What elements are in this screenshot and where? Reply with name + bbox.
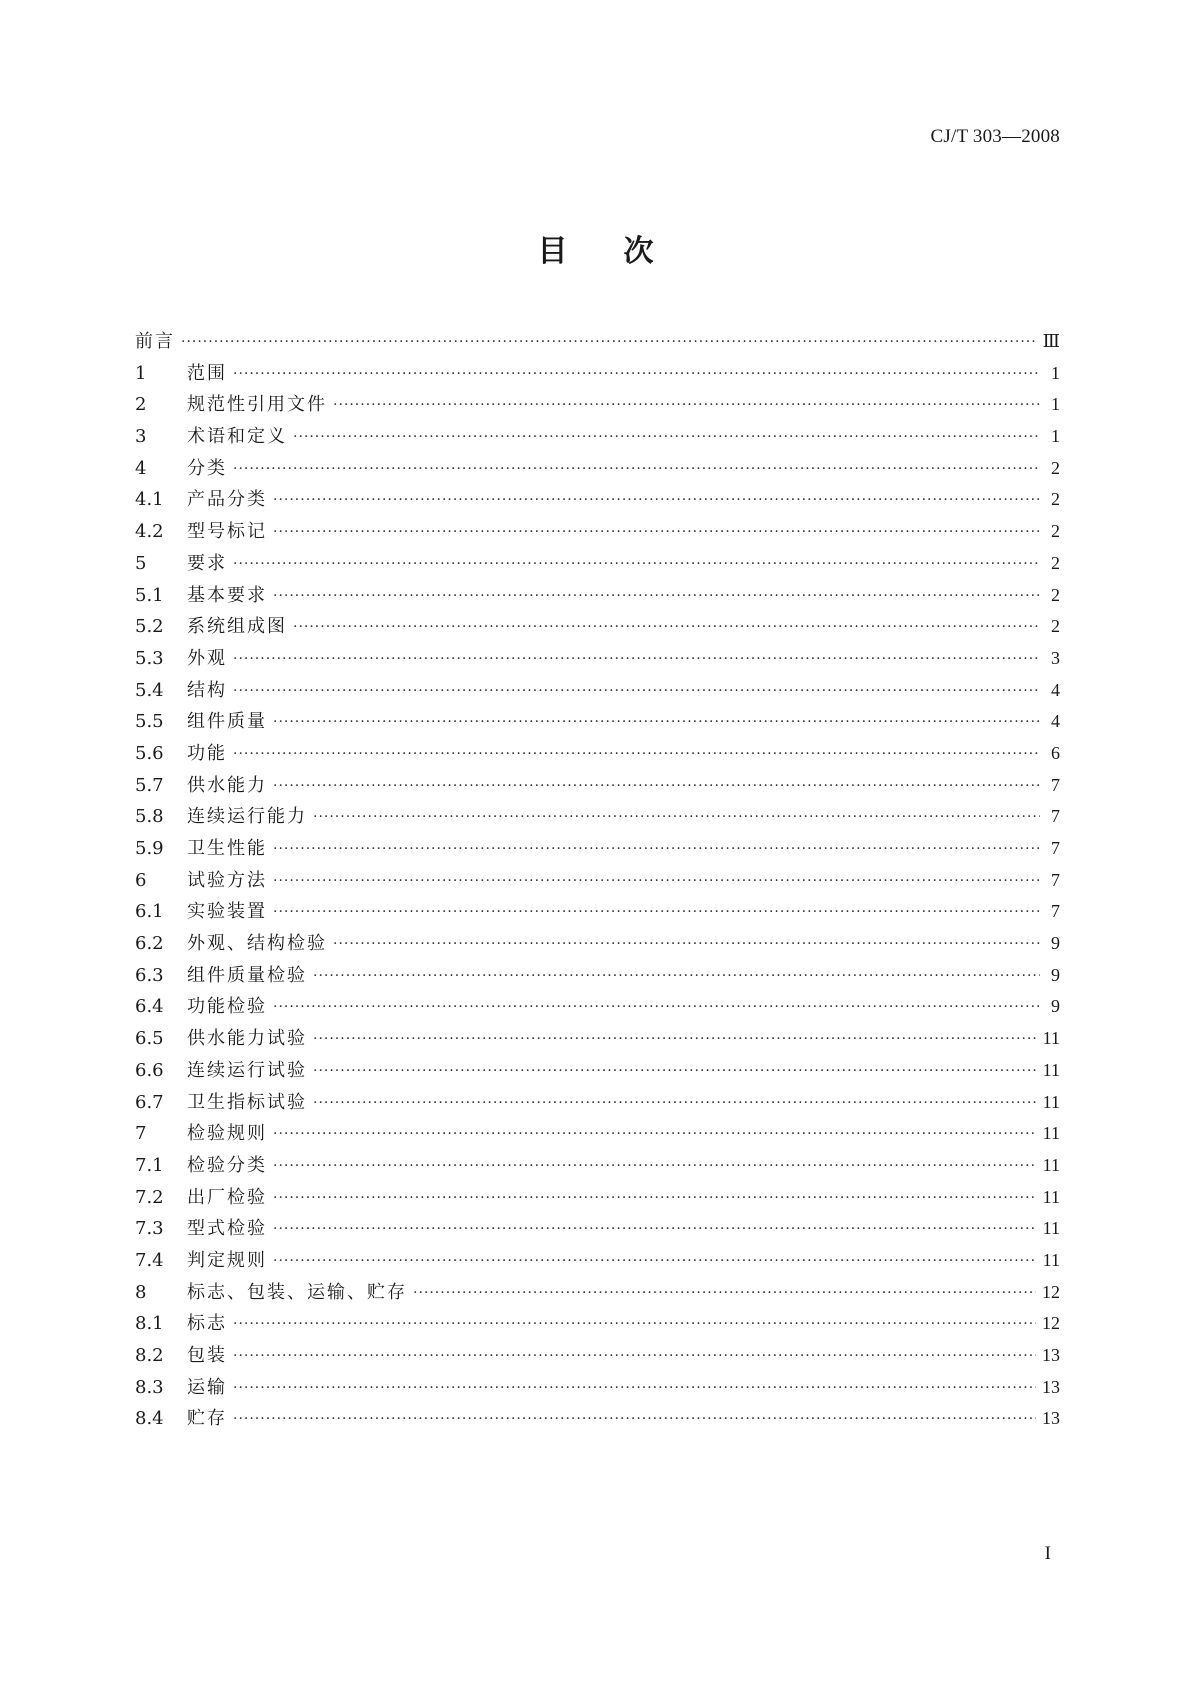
toc-entry-number: 8.4	[135, 1408, 164, 1430]
toc-entry-title: 连续运行试验	[187, 1059, 307, 1081]
toc-dot-leader	[233, 676, 1040, 708]
toc-entry[interactable]	[135, 1087, 1060, 1119]
toc-entry[interactable]	[135, 1277, 1060, 1309]
toc-entry-number: 6.3	[135, 964, 164, 986]
toc-entry-number: 2	[135, 394, 147, 416]
toc-entry-title: 规范性引用文件	[187, 394, 327, 416]
toc-entry-page: 7	[1051, 869, 1060, 890]
toc-entry-title: 贮存	[187, 1408, 227, 1430]
toc-entry-number: 7.2	[135, 1186, 164, 1208]
toc-dot-leader	[181, 327, 1037, 359]
toc-entry-number: 6.7	[135, 1091, 164, 1113]
toc-entry-number: 7.3	[135, 1218, 164, 1240]
toc-dot-leader	[273, 485, 1040, 517]
toc-entry-title: 型号标记	[187, 521, 267, 543]
toc-dot-leader	[233, 1373, 1036, 1405]
toc-dot-leader	[233, 739, 1040, 771]
toc-dot-leader	[273, 834, 1040, 866]
toc-entry-title: 供水能力	[187, 774, 267, 796]
toc-entry-number: 6.5	[135, 1028, 164, 1050]
toc-entry-page: 9	[1051, 996, 1060, 1017]
toc-entry-page: 11	[1042, 1218, 1060, 1239]
toc-entry-number: 6.4	[135, 996, 164, 1018]
toc-entry-title: 术语和定义	[187, 426, 287, 448]
toc-entry-title: 标志、包装、运输、贮存	[187, 1281, 407, 1303]
toc-entry-title: 卫生性能	[187, 838, 267, 859]
toc-dot-leader	[233, 1309, 1036, 1341]
toc-entry-title: 判定规则	[187, 1249, 267, 1271]
toc-entry[interactable]	[135, 389, 1060, 421]
toc-entry-page: 9	[1051, 964, 1060, 985]
toc-entry-number: 5.7	[135, 774, 164, 796]
toc-dot-leader	[313, 1024, 1037, 1056]
toc-entry-number: 8	[135, 1281, 147, 1303]
toc-entry[interactable]	[135, 484, 1060, 516]
toc-entry[interactable]	[135, 1118, 1060, 1150]
toc-entry-number: 8.1	[135, 1313, 164, 1335]
toc-entry-page: 13	[1042, 1408, 1060, 1429]
toc-entry[interactable]	[135, 801, 1060, 833]
toc-entry[interactable]	[135, 1150, 1060, 1182]
toc-dot-leader	[273, 1246, 1037, 1278]
toc-entry-page: 1	[1051, 426, 1060, 447]
toc-entry-title: 产品分类	[187, 489, 267, 511]
toc-dot-leader	[233, 454, 1040, 486]
toc-entry-number: 6	[135, 869, 147, 891]
toc-entry-number: 5.1	[135, 584, 164, 606]
toc-dot-leader	[273, 1183, 1037, 1215]
toc-dot-leader	[293, 422, 1040, 454]
toc-entry-page: 12	[1042, 1313, 1060, 1334]
toc-entry[interactable]	[135, 991, 1060, 1023]
toc-entry[interactable]	[135, 1182, 1060, 1214]
toc-dot-leader	[273, 517, 1040, 549]
toc-entry-title: 型式检验	[187, 1218, 267, 1240]
toc-entry[interactable]	[135, 1213, 1060, 1245]
toc-entry-page: 11	[1042, 1059, 1060, 1080]
toc-entry-page: 11	[1042, 1249, 1060, 1270]
toc-entry[interactable]	[135, 453, 1060, 485]
toc-entry-title: 检验分类	[187, 1154, 267, 1176]
toc-entry-number: 5.9	[135, 838, 164, 859]
toc-entry-page: 11	[1042, 1186, 1060, 1207]
toc-entry-page: 13	[1042, 1376, 1060, 1397]
toc-entry-title: 实验装置	[187, 901, 267, 923]
toc-entry[interactable]	[135, 1372, 1060, 1404]
toc-entry-page: 1	[1051, 362, 1060, 383]
toc-entry-title: 分类	[187, 457, 227, 479]
toc-entry[interactable]	[135, 1055, 1060, 1087]
toc-dot-leader	[413, 1278, 1036, 1310]
toc-entry-page: 7	[1051, 774, 1060, 795]
standard-number: CJ/T 303—2008	[930, 126, 1060, 147]
toc-entry-title: 组件质量检验	[187, 964, 307, 986]
toc-dot-leader	[333, 929, 1040, 961]
toc-entry[interactable]	[135, 580, 1060, 612]
toc-entry-title: 标志	[187, 1313, 227, 1335]
toc-entry[interactable]	[135, 865, 1060, 897]
toc-entry[interactable]	[135, 1308, 1060, 1340]
toc-entry-number: 5.2	[135, 616, 164, 638]
toc-entry-number: 5.5	[135, 711, 164, 733]
toc-entry[interactable]	[135, 675, 1060, 707]
toc-entry-number: 5.4	[135, 679, 164, 701]
toc-entry-title: 功能检验	[187, 996, 267, 1018]
toc-entry-number: 3	[135, 426, 147, 448]
toc-dot-leader	[273, 771, 1040, 803]
toc-entry-page: 6	[1051, 742, 1060, 763]
toc-entry-page: Ⅲ	[1042, 331, 1060, 351]
toc-entry[interactable]	[135, 896, 1060, 928]
toc-dot-leader	[273, 707, 1040, 739]
toc-entry-number: 5.6	[135, 742, 164, 764]
toc-dot-leader	[273, 1119, 1037, 1151]
toc-entry[interactable]	[135, 928, 1060, 960]
toc-entry-title: 检验规则	[187, 1123, 267, 1145]
toc-entry-title: 前言	[135, 331, 175, 352]
toc-entry-page: 11	[1042, 1028, 1060, 1049]
toc-entry-number: 5.8	[135, 806, 164, 828]
toc-entry-number: 5.3	[135, 647, 164, 669]
toc-entry[interactable]	[135, 1340, 1060, 1372]
toc-entry-title: 组件质量	[187, 711, 267, 733]
toc-entry-number: 7.1	[135, 1154, 164, 1176]
toc-dot-leader	[333, 390, 1040, 422]
toc-dot-leader	[273, 992, 1040, 1024]
toc-dot-leader	[273, 581, 1040, 613]
toc-entry-number: 7	[135, 1123, 147, 1145]
toc-entry[interactable]	[135, 548, 1060, 580]
toc-entry-title: 连续运行能力	[187, 806, 307, 828]
toc-entry[interactable]	[135, 1403, 1060, 1435]
toc-entry[interactable]	[135, 1023, 1060, 1055]
toc-entry-page: 11	[1042, 1123, 1060, 1144]
toc-entry-number: 4	[135, 457, 147, 479]
toc-entry-page: 9	[1051, 933, 1060, 954]
toc-entry-title: 供水能力试验	[187, 1028, 307, 1050]
toc-entry-page: 12	[1042, 1281, 1060, 1302]
toc-entry[interactable]	[135, 706, 1060, 738]
toc-entry-page: 1	[1051, 394, 1060, 415]
toc-entry-number: 7.4	[135, 1249, 164, 1271]
toc-entry-page: 13	[1042, 1345, 1060, 1365]
toc-dot-leader	[313, 961, 1040, 993]
toc-entry-title: 运输	[187, 1376, 227, 1398]
toc-entry-title: 卫生指标试验	[187, 1091, 307, 1113]
toc-entry-title: 试验方法	[187, 869, 267, 891]
toc-entry-page: 7	[1051, 838, 1060, 858]
toc-dot-leader	[273, 1151, 1037, 1183]
toc-entry-title: 功能	[187, 742, 227, 764]
toc-entry[interactable]	[135, 1245, 1060, 1277]
toc-entry[interactable]	[135, 960, 1060, 992]
toc-entry-number: 8.2	[135, 1345, 164, 1366]
toc-entry-page: 7	[1051, 901, 1060, 922]
toc-dot-leader	[273, 1214, 1037, 1246]
toc-entry[interactable]	[135, 358, 1060, 390]
toc-entry-number: 4.2	[135, 521, 164, 543]
toc-entry-number: 6.1	[135, 901, 164, 923]
toc-entry-page: 2	[1051, 521, 1060, 542]
toc-entry-title: 要求	[187, 552, 227, 574]
toc-dot-leader	[313, 802, 1040, 834]
toc-dot-leader	[233, 549, 1040, 581]
toc-dot-leader	[233, 359, 1040, 391]
toc-entry-page: 7	[1051, 806, 1060, 827]
toc-entry-page: 11	[1042, 1154, 1060, 1175]
toc-entry[interactable]	[135, 770, 1060, 802]
toc-entry-title: 结构	[187, 679, 227, 701]
toc-entry-title: 系统组成图	[187, 616, 287, 638]
toc-title-char-2: 次	[623, 234, 654, 269]
toc-list	[135, 326, 1060, 1435]
toc-entry-number: 8.3	[135, 1376, 164, 1398]
toc-dot-leader	[293, 612, 1040, 644]
toc-dot-leader	[313, 1088, 1037, 1120]
toc-title-char-1: 目	[537, 234, 568, 269]
toc-dot-leader	[313, 1056, 1037, 1088]
toc-entry[interactable]	[135, 516, 1060, 548]
toc-entry-page: 3	[1051, 647, 1060, 668]
toc-dot-leader	[233, 1404, 1036, 1436]
toc-entry-title: 外观、结构检验	[187, 933, 327, 955]
toc-entry-title: 包装	[187, 1345, 227, 1366]
toc-entry-page: 2	[1051, 584, 1060, 605]
toc-entry[interactable]	[135, 611, 1060, 643]
toc-entry-number: 6.2	[135, 933, 164, 955]
toc-entry[interactable]	[135, 421, 1060, 453]
toc-entry[interactable]	[135, 326, 1060, 358]
toc-entry-page: 2	[1051, 457, 1060, 478]
page-folio: I	[1044, 1543, 1051, 1564]
toc-entry-title: 范围	[187, 362, 227, 384]
toc-entry-title: 基本要求	[187, 584, 267, 606]
toc-entry-number: 4.1	[135, 489, 164, 511]
toc-entry-number: 1	[135, 362, 147, 384]
toc-entry-page: 2	[1051, 489, 1060, 510]
toc-dot-leader	[273, 897, 1040, 929]
toc-entry-page: 4	[1051, 711, 1060, 732]
toc-entry-number: 6.6	[135, 1059, 164, 1081]
toc-entry-page: 11	[1042, 1091, 1060, 1112]
toc-entry-title: 外观	[187, 647, 227, 669]
toc-entry[interactable]	[135, 738, 1060, 770]
toc-entry-page: 2	[1051, 616, 1060, 637]
toc-entry[interactable]	[135, 643, 1060, 675]
toc-entry-title: 出厂检验	[187, 1186, 267, 1208]
toc-dot-leader	[233, 644, 1040, 676]
toc-entry-number: 5	[135, 552, 147, 574]
toc-dot-leader	[273, 866, 1040, 898]
toc-entry[interactable]	[135, 833, 1060, 865]
toc-entry-page: 4	[1051, 679, 1060, 700]
toc-title	[0, 226, 1191, 270]
toc-entry-page: 2	[1051, 552, 1060, 573]
toc-dot-leader	[233, 1341, 1036, 1373]
